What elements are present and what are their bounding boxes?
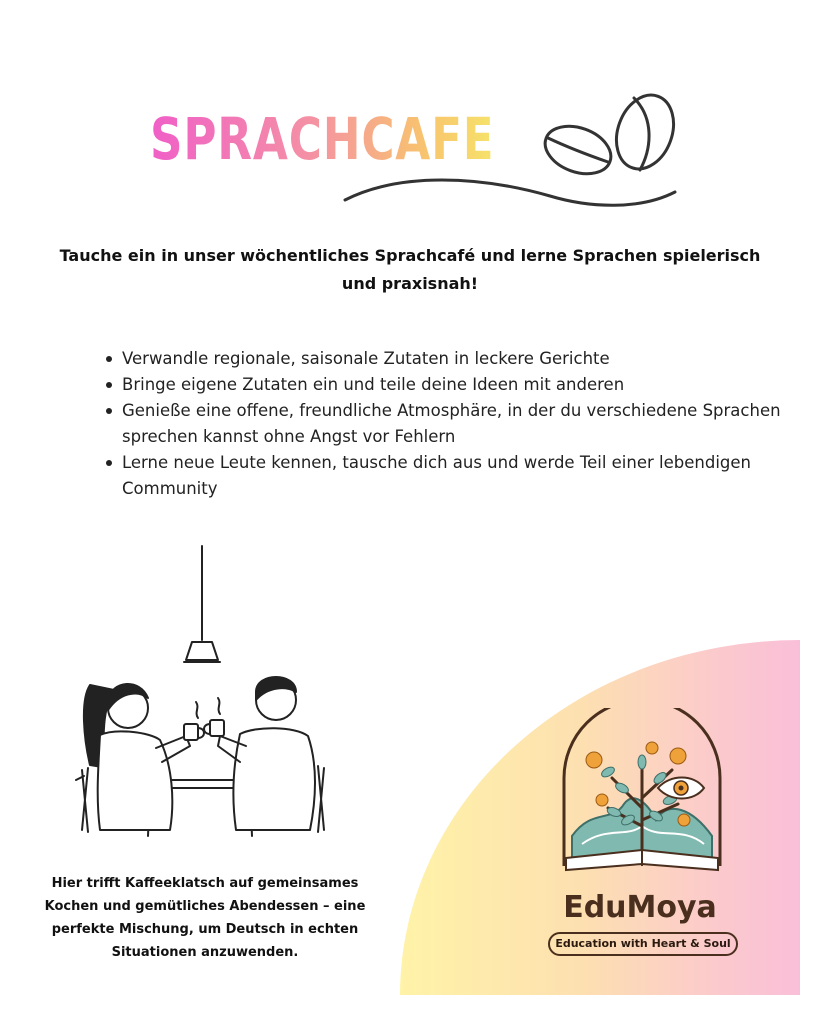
feature-list: [104, 346, 784, 502]
intro-text: Tauche ein in unser wöchentliches Sprachcafé und lerne Sprachen spielerisch und praxisnah!: [59, 246, 761, 293]
closing-caption: Hier trifft Kaffeeklatsch auf gemeinsames Kochen und gemütliches Abendessen – eine perfekte Mischung, um Deutsch in echten Situationen anzuwenden.: [44, 876, 366, 960]
list-item: Genieße eine offene, freundliche Atmosphäre, in der du verschiedene Sprachen sprechen kannst ohne Angst vor Fehlern: [104, 398, 784, 450]
coffee-beans-icon: [340, 88, 700, 218]
list-item: Lerne neue Leute kennen, tausche dich aus und werde Teil einer lebendigen Community: [104, 450, 784, 502]
brand-name: EduMoya: [563, 890, 717, 925]
list-item: Verwandle regionale, saisonale Zutaten in leckere Gerichte: [104, 346, 784, 372]
brand-tagline: Education with Heart & Soul: [548, 932, 738, 956]
list-item: Bringe eigene Zutaten ein und teile deine Ideen mit anderen: [104, 372, 784, 398]
edumoya-tree-book-logo: [552, 708, 732, 878]
page-title: SPRACHCAFE: [150, 105, 495, 173]
cafe-couple-illustration: [60, 540, 350, 840]
